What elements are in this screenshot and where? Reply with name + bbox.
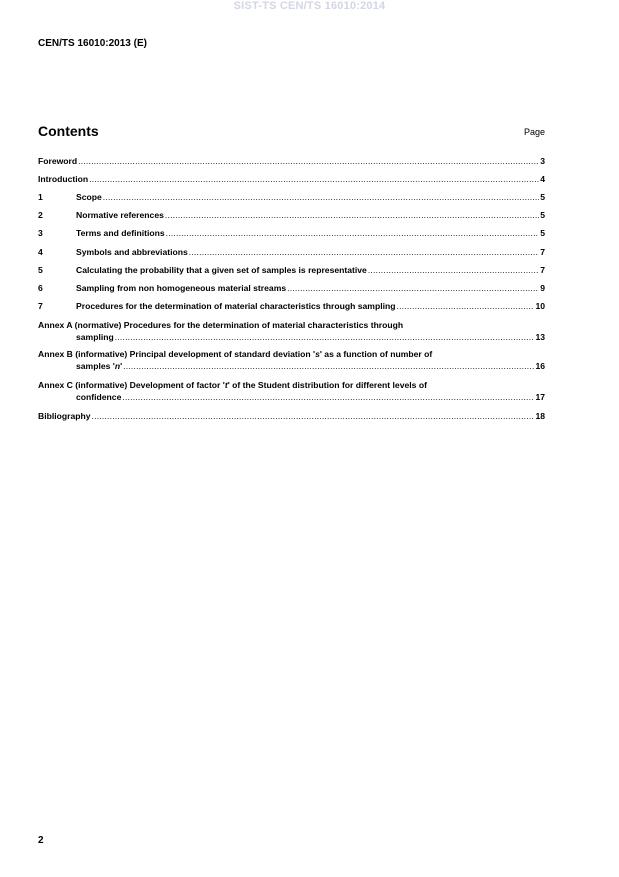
toc-entry-scope[interactable]	[38, 191, 545, 203]
contents-title: Contents	[38, 123, 99, 139]
toc-entry-text: Foreword	[38, 156, 78, 166]
toc-annex-a-title[interactable]: Annex A (normative) Procedures for the determination of material characteristics through	[38, 320, 404, 330]
toc-entry-text: Bibliography	[38, 411, 91, 421]
toc-leader-dots	[166, 227, 540, 239]
toc-entry-page: 16	[535, 361, 545, 371]
toc-entry-foreword[interactable]	[38, 155, 545, 167]
toc-entry-annex-b[interactable]	[38, 360, 545, 372]
toc-entry-page: 18	[535, 411, 545, 421]
toc-entry-number: 2	[38, 210, 43, 220]
variable-s: s	[315, 349, 320, 359]
toc-entry-symbols-abbreviations[interactable]	[38, 246, 545, 258]
toc-entry-bibliography[interactable]	[38, 410, 545, 422]
toc-leader-dots	[115, 331, 535, 343]
toc-entry-number: 4	[38, 247, 43, 257]
toc-leader-dots	[368, 264, 539, 276]
toc-entry-text: Procedures for the determination of material characteristics through sampling	[76, 301, 396, 311]
annex-c-text: Annex C (informative) Development of factor '	[38, 380, 225, 390]
annex-b-text: samples '	[76, 361, 115, 371]
toc-entry-text: confidence	[76, 392, 122, 402]
toc-entry-procedures[interactable]	[38, 300, 545, 312]
toc-entry-page: 4	[540, 174, 545, 184]
toc-entry-normative-references[interactable]	[38, 209, 545, 221]
toc-entry-text	[38, 360, 122, 372]
page-column-label: Page	[523, 127, 545, 137]
toc-leader-dots	[165, 209, 539, 221]
variable-t: t	[224, 380, 228, 390]
toc-leader-dots	[287, 282, 539, 294]
toc-entry-number: 6	[38, 283, 43, 293]
watermark: SIST-TS CEN/TS 16010:2014	[233, 0, 386, 12]
toc-entry-text: sampling	[76, 332, 114, 342]
page-number: 2	[38, 835, 44, 846]
toc-entry-page: 10	[535, 301, 545, 311]
toc-entry-calculating-probability[interactable]	[38, 264, 545, 276]
toc-entry-page: 7	[540, 265, 545, 275]
toc-entry-number: 3	[38, 228, 43, 238]
toc-entry-page: 13	[535, 332, 545, 342]
toc-entry-text: Symbols and abbreviations	[76, 247, 188, 257]
toc-annex-b-title[interactable]	[38, 348, 545, 360]
toc-leader-dots	[396, 300, 534, 312]
annex-b-text: Annex B (informative) Principal development of standard deviation '	[38, 349, 316, 359]
toc-leader-dots	[89, 173, 539, 185]
toc-annex-c-title[interactable]	[38, 379, 545, 391]
toc-leader-dots	[78, 155, 539, 167]
toc-entry-text: Terms and definitions	[76, 228, 165, 238]
toc-leader-dots	[189, 246, 539, 258]
toc-entry-text: Calculating the probability that a given set of samples is representative	[76, 265, 367, 275]
toc-leader-dots	[103, 191, 539, 203]
toc-entry-text: Introduction	[38, 174, 89, 184]
toc-entry-page: 17	[535, 392, 545, 402]
variable-n: n	[114, 361, 121, 371]
toc-entry-page: 9	[540, 283, 545, 293]
toc-entry-number: 1	[38, 192, 43, 202]
toc-entry-text: Scope	[76, 192, 102, 202]
toc-entry-page: 7	[540, 247, 545, 257]
document-id: CEN/TS 16010:2013 (E)	[38, 38, 147, 49]
toc-entry-annex-a[interactable]	[38, 331, 545, 343]
toc-entry-number: 5	[38, 265, 43, 275]
toc-entry-text: Sampling from non homogeneous material streams	[76, 283, 287, 293]
toc-entry-terms-definitions[interactable]	[38, 227, 545, 239]
toc-entry-page: 3	[540, 156, 545, 166]
annex-b-text: ' as a function of number of	[319, 349, 433, 359]
toc-leader-dots	[122, 391, 534, 403]
toc-leader-dots	[92, 410, 535, 422]
toc-entry-page: 5	[540, 192, 545, 202]
annex-b-text: '	[120, 361, 123, 371]
annex-c-text: ' of the Student distribution for different levels of	[227, 380, 427, 390]
toc-entry-page: 5	[540, 210, 545, 220]
toc-entry-text: Normative references	[76, 210, 164, 220]
toc-entry-page: 5	[540, 228, 545, 238]
toc-leader-dots	[123, 360, 534, 372]
toc-entry-sampling-non-homogeneous[interactable]	[38, 282, 545, 294]
toc-entry-annex-c[interactable]	[38, 391, 545, 403]
toc-entry-number: 7	[38, 301, 43, 311]
toc-entry-introduction[interactable]	[38, 173, 545, 185]
